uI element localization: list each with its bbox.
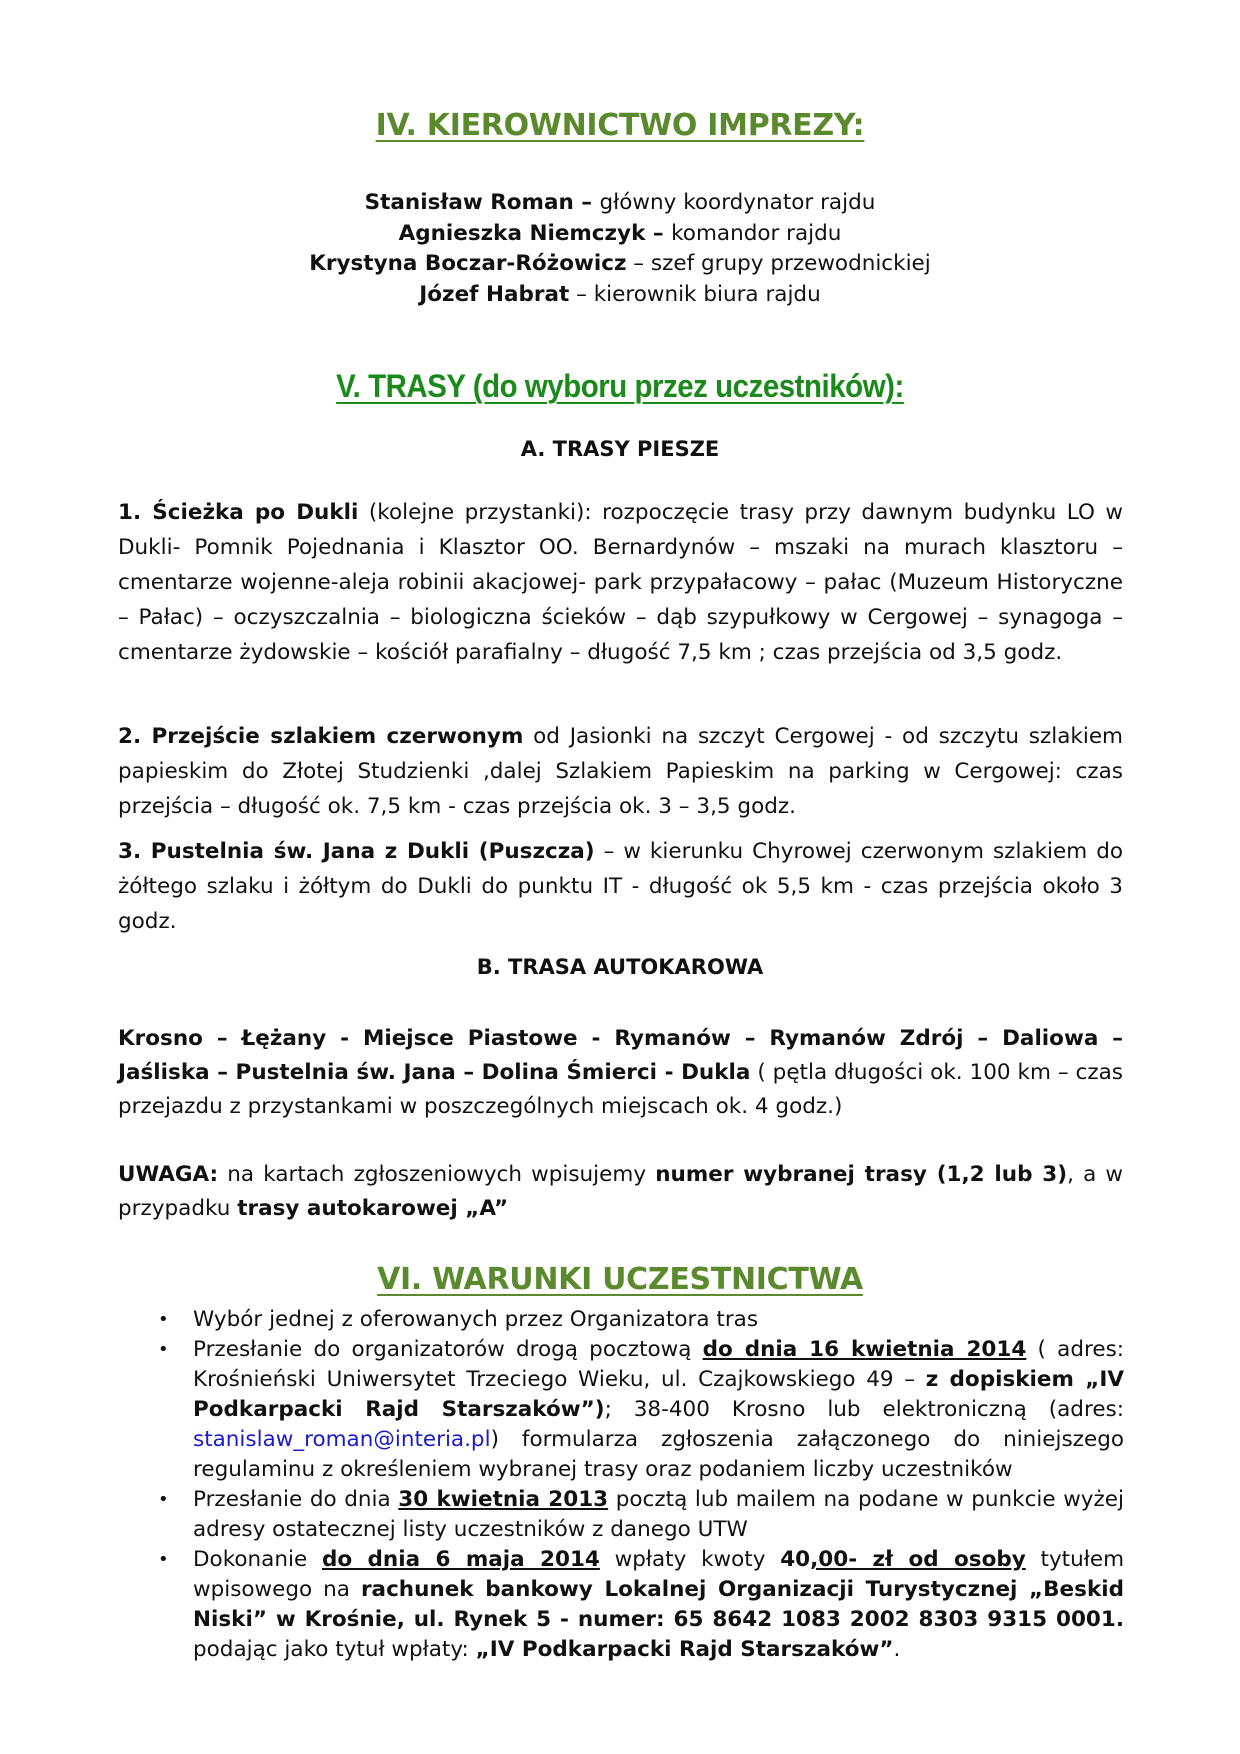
condition-text: Przesłanie do dnia (193, 1487, 399, 1512)
condition-text: Przesłanie do organizatorów drogą pocztową (193, 1337, 703, 1362)
staff-name: Józef Habrat (419, 281, 570, 307)
route-description: – w kierunku Chyrowej czerwonym szlakiem do żółtego szlaku i żółtym do Dukli do punktu IT - długość ok 5,5 km - czas przejścia około 3 godz. (118, 839, 1123, 934)
bullet-icon: • (158, 1549, 169, 1570)
note-emphasis: trasy autokarowej „A” (237, 1196, 509, 1221)
deadline-date: do dnia 16 kwietnia 2014 (702, 1337, 1027, 1362)
condition-text: ( adres: Krośnieński Uniwersytet Trzeciego Wieku, ul. Czajkowskiego 49 – (193, 1337, 1125, 1392)
note-label: UWAGA: (118, 1162, 219, 1187)
staff-row (0, 188, 1240, 219)
route-title: 2. Przejście szlakiem czerwonym (118, 724, 524, 749)
condition-emphasis: z dopiskiem „IV Podkarpacki Rajd Starszaków”) (193, 1367, 1124, 1422)
staff-row (0, 280, 1240, 311)
note-emphasis: numer wybranej trasy (1,2 lub 3) (655, 1162, 1068, 1187)
bus-route (118, 1022, 1123, 1124)
section-v-heading: V. TRASY (do wyboru przez uczestników): (336, 368, 904, 404)
subheading-walking-routes: A. TRASY PIESZE (520, 437, 720, 461)
email-link[interactable]: stanislaw_roman@interia.pl (193, 1427, 491, 1452)
staff-role: szef grupy przewodnickiej (650, 251, 931, 276)
staff-name: Krystyna Boczar-Różowicz (309, 251, 627, 276)
staff-list (0, 188, 1240, 310)
route-2 (118, 719, 1123, 824)
route-title: 3. Pustelnia św. Jana z Dukli (Puszcza) (118, 839, 595, 864)
subheading-bus-route: B. TRASA AUTOKAROWA (476, 955, 764, 979)
deadline-date: do dnia 6 maja 2014 (321, 1547, 600, 1572)
staff-name: Stanisław Roman (364, 190, 574, 215)
bus-route-details: ( pętla długości ok. 100 km – czas przejazdu z przystankami w poszczególnych miejscach ok. 4 godz.) (118, 1060, 1123, 1119)
condition-text: ) formularza zgłoszenia załączonego do niniejszego regulaminu z określeniem wybranej trasy oraz podaniem liczby uczestników (193, 1427, 1124, 1482)
condition-item (0, 1545, 1240, 1665)
bus-route-stops: Krosno – Łężany - Miejsce Piastowe - Rymanów – Rymanów Zdrój – Daliowa – Jaśliska – Pustelnia św. Jana – Dolina Śmierci - Dukla (118, 1026, 1123, 1085)
route-description: od Jasionki na szczyt Cergowej - od szczytu szlakiem papieskim do Złotej Studzienki ,dalej Szlakiem Papieskim na parking w Cergowej: czas przejścia – długość ok. 7,5 km - czas przejścia ok. 3 – 3,5 godz. (118, 724, 1123, 819)
staff-separator: – (645, 220, 672, 246)
staff-separator: – (573, 190, 600, 215)
fee-amount-unit: ,00- zł od osoby (810, 1547, 1026, 1572)
route-1 (118, 495, 1123, 670)
staff-row (0, 249, 1240, 280)
staff-separator: – (626, 251, 651, 276)
staff-role: główny koordynator rajdu (599, 190, 876, 215)
route-3 (118, 834, 1123, 939)
section-iv-heading: IV. KIEROWNICTWO IMPREZY: (375, 108, 865, 143)
condition-text: ; 38-400 Krosno lub elektroniczną (adres: (604, 1397, 1124, 1422)
condition-item (0, 1335, 1240, 1485)
condition-text: tytułem wpisowego na (193, 1547, 1125, 1602)
deadline-date: 30 kwietnia 2013 (398, 1487, 609, 1512)
note (118, 1158, 1123, 1226)
condition-text: wpłaty kwoty (599, 1547, 781, 1572)
staff-separator: – (569, 281, 594, 307)
condition-item (0, 1485, 1240, 1545)
bullet-icon: • (158, 1339, 169, 1360)
payment-title: „IV Podkarpacki Rajd Starszaków” (475, 1637, 894, 1662)
condition-item (0, 1305, 1240, 1335)
conditions-list (0, 1305, 1240, 1665)
condition-text: Dokonanie (193, 1547, 322, 1572)
bank-account: rachunek bankowy Lokalnej Organizacji Turystycznej „Beskid Niski” w Krośnie, ul. Rynek 5 - numer: 65 8642 1083 2002 8303 9315 0001. (193, 1577, 1124, 1632)
note-text: , a w przypadku (118, 1162, 1124, 1221)
condition-text: pocztą lub mailem na podane w punkcie wyżej adresy ostatecznej listy uczestników z danego UTW (193, 1487, 1124, 1542)
bullet-icon: • (158, 1309, 169, 1330)
route-description: (kolejne przystanki): rozpoczęcie trasy przy dawnym budynku LO w Dukli- Pomnik Pojednania i Klasztor OO. Bernardynów – mszaki na murach klasztoru – cmentarze wojenne-aleja robinii akacjowej- park przypałacowy – pałac (Muzeum Historyczne – Pałac) – oczyszczalnia – biologiczna ścieków – dąb szypułkowy w Cergowej – synagoga – cmentarze żydowskie – kościół parafialny – długość 7,5 km ; czas przejścia od 3,5 godz. (118, 500, 1123, 665)
bullet-icon: • (158, 1489, 169, 1510)
route-title: 1. Ścieżka po Dukli (118, 500, 359, 525)
staff-row (0, 219, 1240, 250)
staff-role: kierownik biura rajdu (593, 281, 821, 307)
condition-text: . (893, 1637, 901, 1662)
section-vi-heading: VI. WARUNKI UCZESTNICTWA (377, 1262, 863, 1297)
condition-text: podając jako tytuł wpłaty: (193, 1637, 476, 1662)
staff-name: Agnieszka Niemczyk (398, 220, 646, 246)
staff-role: komandor rajdu (671, 220, 842, 246)
condition-text: Wybór jednej z oferowanych przez Organizatora tras (193, 1307, 759, 1332)
fee-amount: 40 (780, 1547, 811, 1572)
note-text: na kartach zgłoszeniowych wpisujemy (218, 1162, 656, 1187)
